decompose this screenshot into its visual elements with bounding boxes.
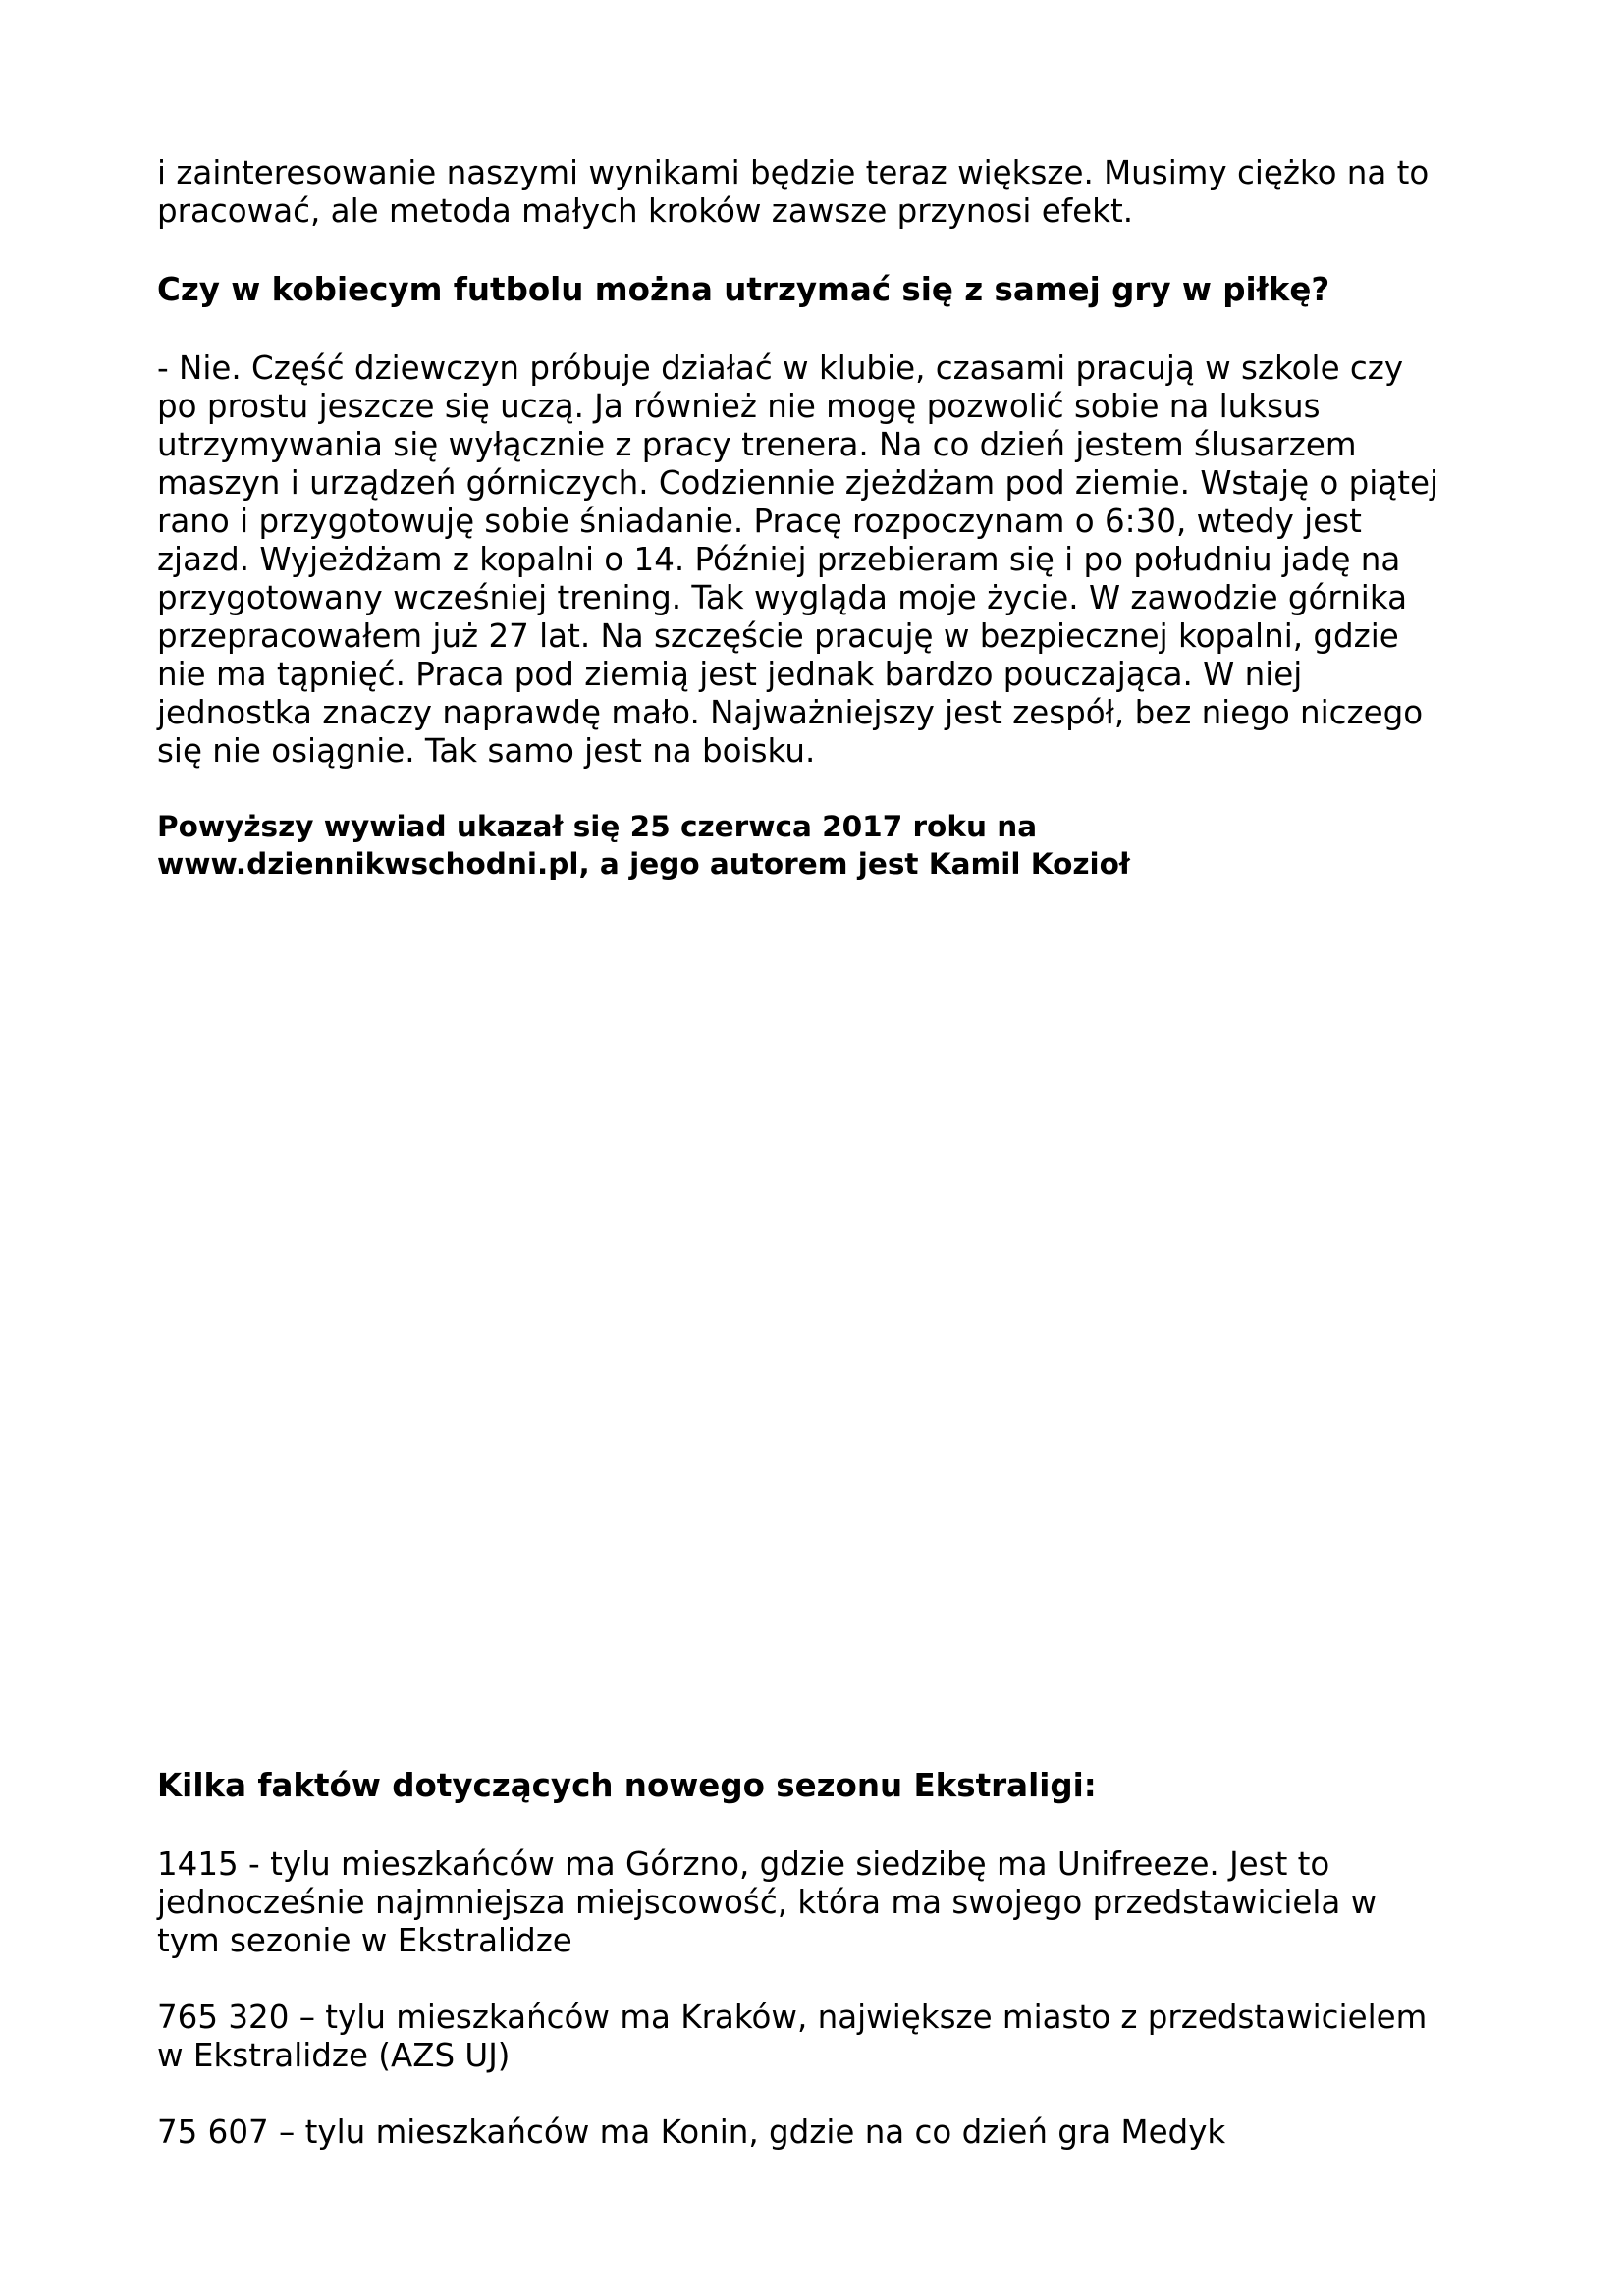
facts-heading: Kilka faktów dotyczących nowego sezonu Ekstraligi: — [157, 1767, 1097, 1804]
interview-question: Czy w kobiecym futbolu można utrzymać się z samej gry w piłkę? — [157, 271, 1330, 308]
fact-item: 1415 - tylu mieszkańców ma Górzno, gdzie siedzibę ma Unifreeze. Jest to jednocześnie najmniejsza miejscowość, która ma swojego przedstawiciela w tym sezonie w Ekstralidze — [157, 1845, 1378, 1959]
intro-paragraph: i zainteresowanie naszymi wynikami będzie teraz większe. Musimy ciężko na to pracować, ale metoda małych kroków zawsze przynosi efekt. — [157, 154, 1430, 230]
fact-item: 765 320 – tylu mieszkańców ma Kraków, największe miasto z przedstawicielem w Ekstralidze (AZS UJ) — [157, 1999, 1428, 2074]
fact-item: 75 607 – tylu mieszkańców ma Konin, gdzie na co dzień gra Medyk — [157, 2113, 1226, 2151]
document-page — [157, 0, 1492, 2296]
source-note: Powyższy wywiad ukazał się 25 czerwca 2017 roku na www.dziennikwschodni.pl, a jego autorem jest Kamil Kozioł — [157, 810, 1130, 881]
interview-answer: - Nie. Część dziewczyn próbuje działać w klubie, czasami pracują w szkole czy po prostu jeszcze się uczą. Ja również nie mogę pozwolić sobie na luksus utrzymywania się wyłącznie z pracy trenera. Na co dzień jestem ślusarzem maszyn i urządzeń górniczych. Codziennie zjeżdżam pod ziemie. Wstaję o piątej rano i przygotowuję sobie śniadanie. Pracę rozpoczynam o 6:30, wtedy jest zjazd. Wyjeżdżam z kopalni o 14. Później przebieram się i po południu jadę na przygotowany wcześniej trening. Tak wygląda moje życie. W zawodzie górnika przepracowałem już 27 lat. Na szczęście pracuję w bezpiecznej kopalni, gdzie nie ma tąpnięć. Praca pod ziemią jest jednak bardzo pouczająca. W niej jednostka znaczy naprawdę mało. Najważniejszy jest zespół, bez niego niczego się nie osiągnie. Tak samo jest na boisku. — [157, 349, 1438, 770]
